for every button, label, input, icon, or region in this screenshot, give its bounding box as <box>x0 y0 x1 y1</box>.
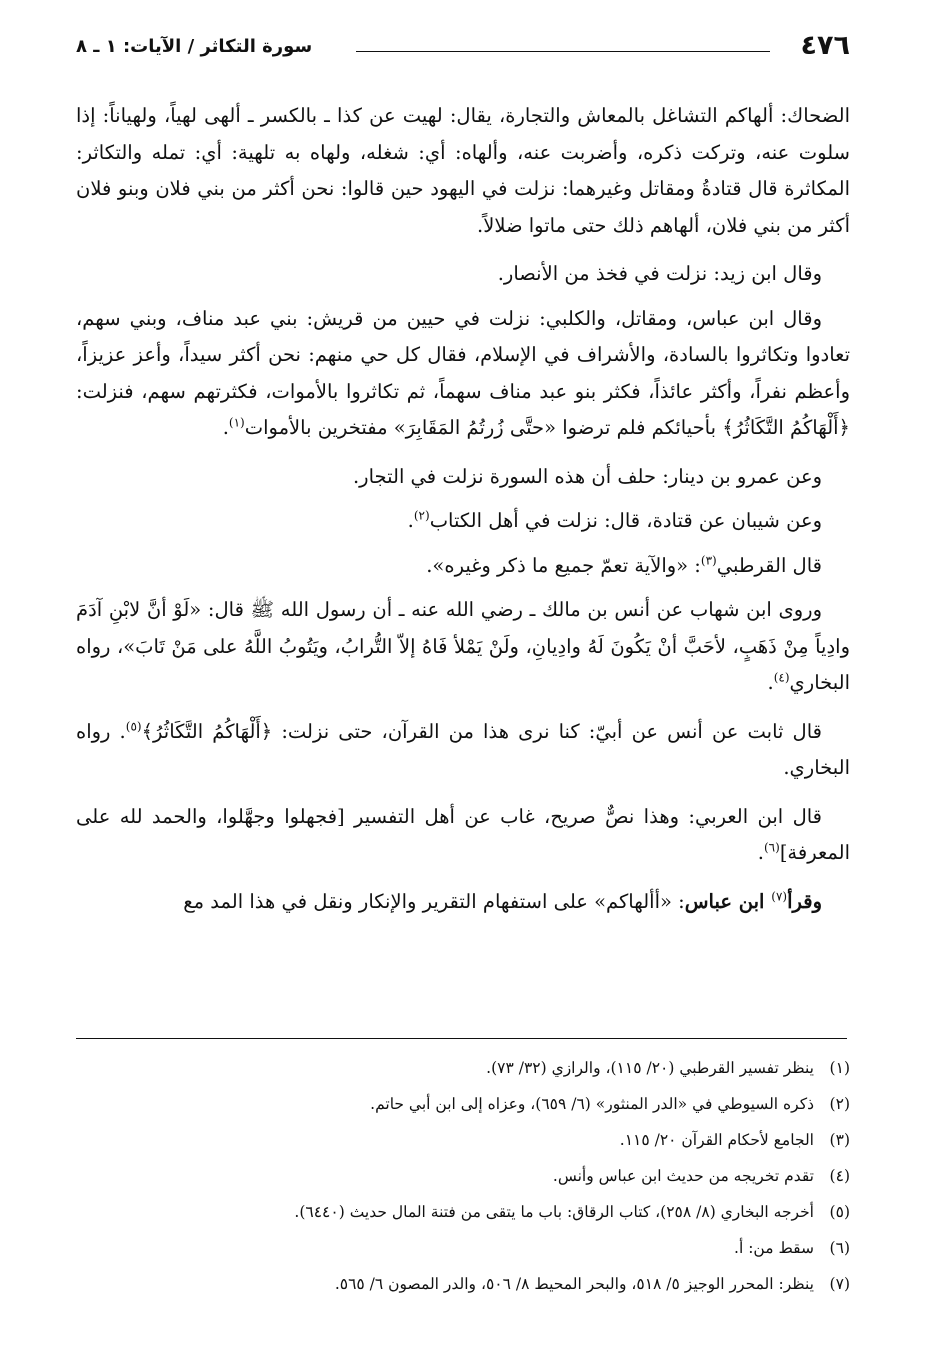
footnote-text: ذكره السيوطي في «الدر المنثور» (٦/ ٦٥٩)، وعزاه إلى ابن أبي حاتم. <box>370 1095 814 1113</box>
footnote-text: ينظر تفسير القرطبي (٢٠/ ١١٥)، والرازي (٣٢/ ٧٣). <box>486 1059 814 1077</box>
page-header <box>76 30 850 64</box>
paragraph-tail: . <box>222 416 229 439</box>
footnote-text: تقدم تخريجه من حديث ابن عباس وأنس. <box>552 1167 814 1185</box>
paragraph <box>76 503 850 540</box>
page-number: ٤٧٦ <box>800 30 850 61</box>
footnote <box>76 1086 850 1122</box>
paragraph <box>76 256 850 293</box>
footnotes <box>76 1050 850 1302</box>
paragraph-tail: : «والآية تعمّ جميع ما ذكر وغيره». <box>426 553 701 577</box>
paragraph <box>76 459 850 496</box>
paragraph-tail: . <box>407 509 414 532</box>
footnote-text: سقط من: أ. <box>734 1239 814 1257</box>
footnote-number: (٥) <box>829 1203 850 1221</box>
paragraph-text: وروى ابن شهاب عن أنس بن مالك ـ رضي الله عنه ـ أن رسول الله ﷺ قال: «لَوْ أنَّ لابْنِ آدَمَ وادِياً مِنْ ذَهَبٍ، لأحَبَّ أنْ يَكُونَ لَهُ وادِيانِ، ولَنْ يَمْلأ فَاهُ إلاّ التُّرابُ، ويَتُوبُ اللَّهُ على مَنْ تَابَ»، رواه البخاري <box>76 598 850 694</box>
paragraph-text: وعن عمرو بن دينار: حلف أن هذه السورة نزلت في التجار. <box>352 464 822 488</box>
footnote-text: الجامع لأحكام القرآن ٢٠/ ١١٥. <box>619 1131 814 1149</box>
footnote <box>76 1122 850 1158</box>
footnote-number: (٧) <box>829 1275 850 1293</box>
footnote <box>76 1194 850 1230</box>
footnote-ref: (٣) <box>700 553 717 567</box>
footnote <box>76 1158 850 1194</box>
footnote-number: (٣) <box>829 1131 850 1149</box>
footnote-ref: (٤) <box>773 670 790 685</box>
footnote-separator <box>76 1038 847 1039</box>
paragraph-text: قال ثابت عن أنس عن أبيّ: كنا نرى هذا من القرآن، حتى نزلت: ﴿أَلْهَاكُمُ التَّكَاثُرُ﴾ <box>141 719 822 743</box>
paragraph-bold: ابن عباس <box>684 889 772 913</box>
paragraph-text: وقال ابن عباس، ومقاتل، والكلبي: نزلت في حيين من قريش: بني عبد مناف، وبني سهم، تعادوا وتكاثروا بالسادة، والأشراف في الإسلام، فقال كل حي منهم: نحن أكثر سيداً، وأعز عزيزاً، وأعظم نفراً، وأكثر عائذاً، فكثر بنو عبد مناف سهماً، ثم تكاثروا بالأموات، فكثرتهم سهم، فنزلت: ﴿أَلْهَاكُمُ التَّكَاثُرُ﴾ بأحيائكم فلم ترضوا «حتَّى زُرتُمُ المَقَابِرَ» مفتخرين بالأموات <box>76 306 850 439</box>
paragraph <box>76 301 850 447</box>
footnote-ref: (٦) <box>763 840 780 855</box>
paragraph-text: قال ابن العربي: وهذا نصٌّ صريح، غاب عن أهل التفسير [فجهلوا وجهَّلوا، والحمد لله على المعرفة] <box>76 804 850 864</box>
paragraph <box>76 592 850 702</box>
footnote-ref: (٢) <box>413 508 430 523</box>
running-title: سورة التكاثر / الآيات: ١ ـ ٨ <box>76 36 313 57</box>
footnote-text: أخرجه البخاري (٨/ ٢٥٨)، كتاب الرقاق: باب ما يتقى من فتنة المال حديث (٦٤٤٠). <box>294 1203 814 1221</box>
footnote-ref: (٧) <box>771 889 788 903</box>
paragraph-tail: . رواه البخاري. <box>76 719 850 779</box>
footnote-number: (٦) <box>829 1239 850 1257</box>
footnote-number: (٢) <box>829 1095 850 1113</box>
paragraph-text: : «أألهاكم» على استفهام التقرير والإنكار ونقل في هذا المد مع <box>183 889 685 913</box>
paragraph <box>76 714 850 787</box>
paragraph-tail: . <box>757 841 764 864</box>
footnote <box>76 1266 850 1302</box>
footnote-ref: (٥) <box>125 719 142 733</box>
footnote-number: (١) <box>829 1059 850 1077</box>
footnote-ref: (١) <box>228 415 245 430</box>
main-text <box>76 98 850 932</box>
footnote-text: ينظر: المحرر الوجيز ٥/ ٥١٨، والبحر المحيط ٨/ ٥٠٦، والدر المصون ٦/ ٥٦٥. <box>334 1275 814 1293</box>
paragraph <box>76 98 850 244</box>
paragraph <box>76 799 850 872</box>
paragraph-text: الضحاك: ألهاكم التشاغل بالمعاش والتجارة، يقال: لهيت عن كذا ـ بالكسر ـ ألهى لهياً، ولهياناً: إذا سلوت عنه، وتركت ذكره، وأضربت عنه، وألهاه: أي: شغله، ولهاه به تلهية: أي: تمله والتكاثر: المكاثرة قال قتادةُ ومقاتل وغيرهما: نزلت في اليهود حين قالوا: نحن أكثر من بني فلان وبنو فلان أكثر من بني فلان، ألهاهم ذلك حتى ماتوا ضلالاً. <box>76 104 850 237</box>
footnote-number: (٤) <box>829 1167 850 1185</box>
paragraph-text: وعن شيبان عن قتادة، قال: نزلت في أهل الكتاب <box>429 509 822 532</box>
paragraph-text: وقال ابن زيد: نزلت في فخذ من الأنصار. <box>497 262 822 285</box>
paragraph <box>76 548 850 585</box>
header-rule <box>356 51 770 52</box>
footnote <box>76 1230 850 1266</box>
paragraph-tail: . <box>767 671 774 694</box>
paragraph-lead: وقرأ <box>787 889 822 913</box>
paragraph-text: قال القرطبي <box>716 553 822 577</box>
paragraph <box>76 884 850 921</box>
footnote <box>76 1050 850 1086</box>
